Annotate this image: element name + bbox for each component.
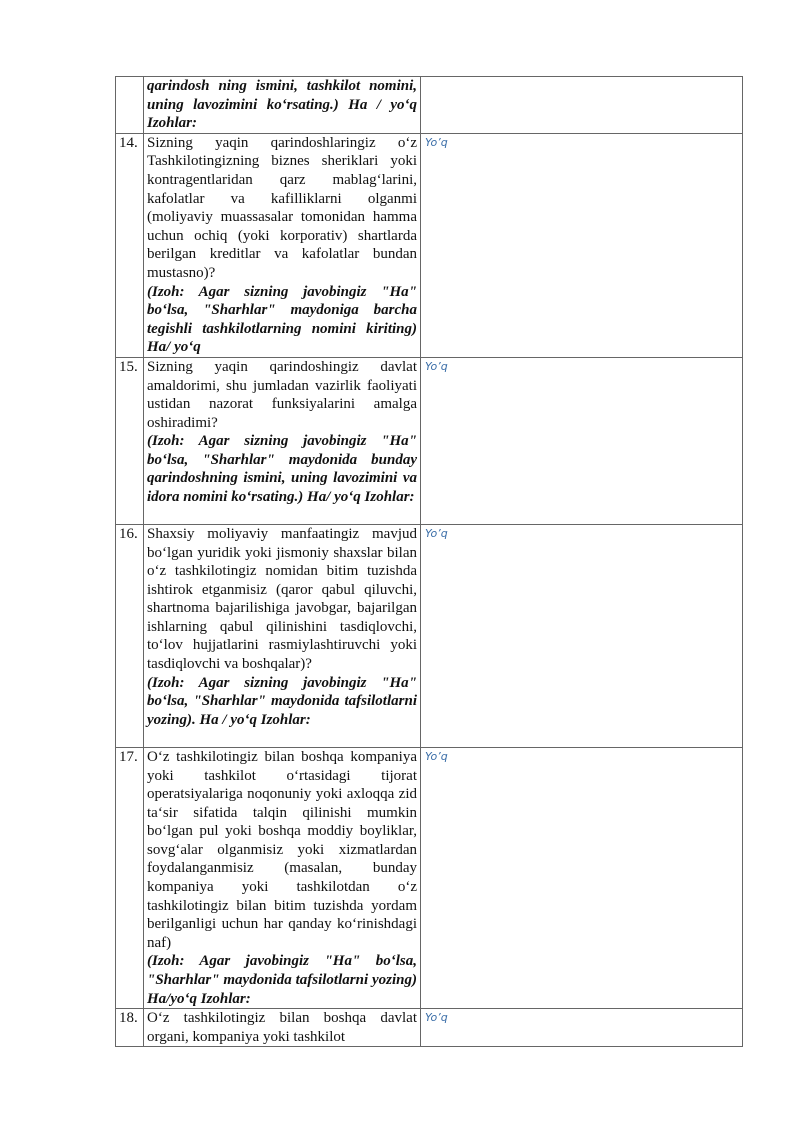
- question-cell: [144, 133, 421, 357]
- answer-cell[interactable]: [421, 77, 743, 134]
- answer-cell[interactable]: [421, 524, 743, 747]
- questionnaire-table: [115, 76, 743, 1047]
- question-text: O‘z tashkilotingiz bilan boshqa kompaniya yoki tashkilot o‘rtasidagi tijorat operatsiyalariga noqonuniy yoki axloqqa zid ta‘sir sifatida talqin qilinishi mumkin bo‘lgan pul yoki boshqa moddiy boyliklar, sovg‘alar olganmisiz yoki xizmatlardan foydalanganmisiz (masalan, bunday kompaniya yoki tashkilotdan o‘z tashkilotingiz bilan bitim tuzishda yordam berilganligi uchun har qanday ko‘rinishdagi naf): [147, 748, 417, 951]
- question-note: (Izoh: Agar sizning javobingiz "Ha" bo‘lsa, "Sharhlar" maydoniga barcha tegishli tashkilotlarning nomini kiriting) Ha/ yo‘q: [147, 283, 417, 356]
- table-row: [116, 133, 743, 357]
- question-cell: [144, 524, 421, 747]
- question-cell: [144, 1009, 421, 1047]
- question-cell: [144, 747, 421, 1008]
- table-row: [116, 747, 743, 1008]
- answer-cell[interactable]: [421, 133, 743, 357]
- question-text: Sizning yaqin qarindoshlaringiz o‘z Tashkilotingizning biznes sheriklari yoki kontragentlaridan qarz mablag‘larini, kafolatlar va kafilliklarni olganmi (moliyaviy muassasalar tomonidan hamma uchun ochiq (yoki korporativ) shartlarda berilgan kreditlar va kafolatlar bundan mustasno)?: [147, 134, 417, 281]
- question-cell: [144, 357, 421, 524]
- row-number: 15.: [119, 358, 138, 375]
- question-cell: [144, 77, 421, 134]
- question-text: Sizning yaqin qarindoshingiz davlat amaldorimi, shu jumladan vazirlik faoliyati ustidan nazorat funksiyalarini amalga oshiradimi?: [147, 358, 417, 431]
- table-row: [116, 1009, 743, 1047]
- question-note: (Izoh: Agar sizning javobingiz "Ha" bo‘lsa, "Sharhlar" maydonida bunday qarindoshning ismini, uning lavozimini va idora nomini ko‘rsating.) Ha/ yo‘q Izohlar:: [147, 433, 417, 506]
- answer-cell[interactable]: [421, 1009, 743, 1047]
- row-number-cell: [116, 133, 144, 357]
- row-number-cell: [116, 77, 144, 134]
- answer-cell[interactable]: [421, 747, 743, 1008]
- row-number: 14.: [119, 134, 138, 151]
- answer-cell[interactable]: [421, 357, 743, 524]
- question-note: (Izoh: Agar javobingiz "Ha" bo‘lsa, "Sharhlar" maydonida tafsilotlarni yozing) Ha/yo‘q Izohlar:: [147, 953, 417, 1007]
- row-number-cell: [116, 524, 144, 747]
- row-number-cell: [116, 357, 144, 524]
- question-note: (Izoh: Agar sizning javobingiz "Ha" bo‘lsa, "Sharhlar" maydonida tafsilotlarni yozing). Ha / yo‘q Izohlar:: [147, 674, 417, 728]
- answer-value: Yo’q: [425, 359, 448, 373]
- row-number-cell: [116, 1009, 144, 1047]
- answer-value: Yo’q: [425, 135, 448, 149]
- row-number: 18.: [119, 1010, 138, 1027]
- table-row: [116, 524, 743, 747]
- answer-value: Yo’q: [425, 749, 448, 763]
- table-row: [116, 77, 743, 134]
- row-number: 16.: [119, 525, 138, 542]
- row-number-cell: [116, 747, 144, 1008]
- answer-value: Yo’q: [425, 1011, 448, 1025]
- answer-value: Yo’q: [425, 526, 448, 540]
- row-number: 17.: [119, 748, 138, 765]
- question-text: O‘z tashkilotingiz bilan boshqa davlat organi, kompaniya yoki tashkilot: [147, 1010, 417, 1045]
- answer-value: [421, 77, 742, 79]
- question-text: Shaxsiy moliyaviy manfaatingiz mavjud bo‘lgan yuridik yoki jismoniy shaxslar bilan o‘z tashkilotingiz nomidan bitim tuzishda ishtirok etganmisiz (qaror qabul qiluvchi, shartnoma bajarilishiga javobgar, bajarilgan ishlarning qabul qilinishini tasdiqlovchi, to‘lov hujjatlarini rasmiylashtiruvchi yoki tasdiqlovchi va boshqalar)?: [147, 525, 417, 673]
- table-row: [116, 357, 743, 524]
- question-note: qarindosh ning ismini, tashkilot nomini, uning lavozimini ko‘rsating.) Ha / yo‘q Izohlar:: [147, 78, 417, 132]
